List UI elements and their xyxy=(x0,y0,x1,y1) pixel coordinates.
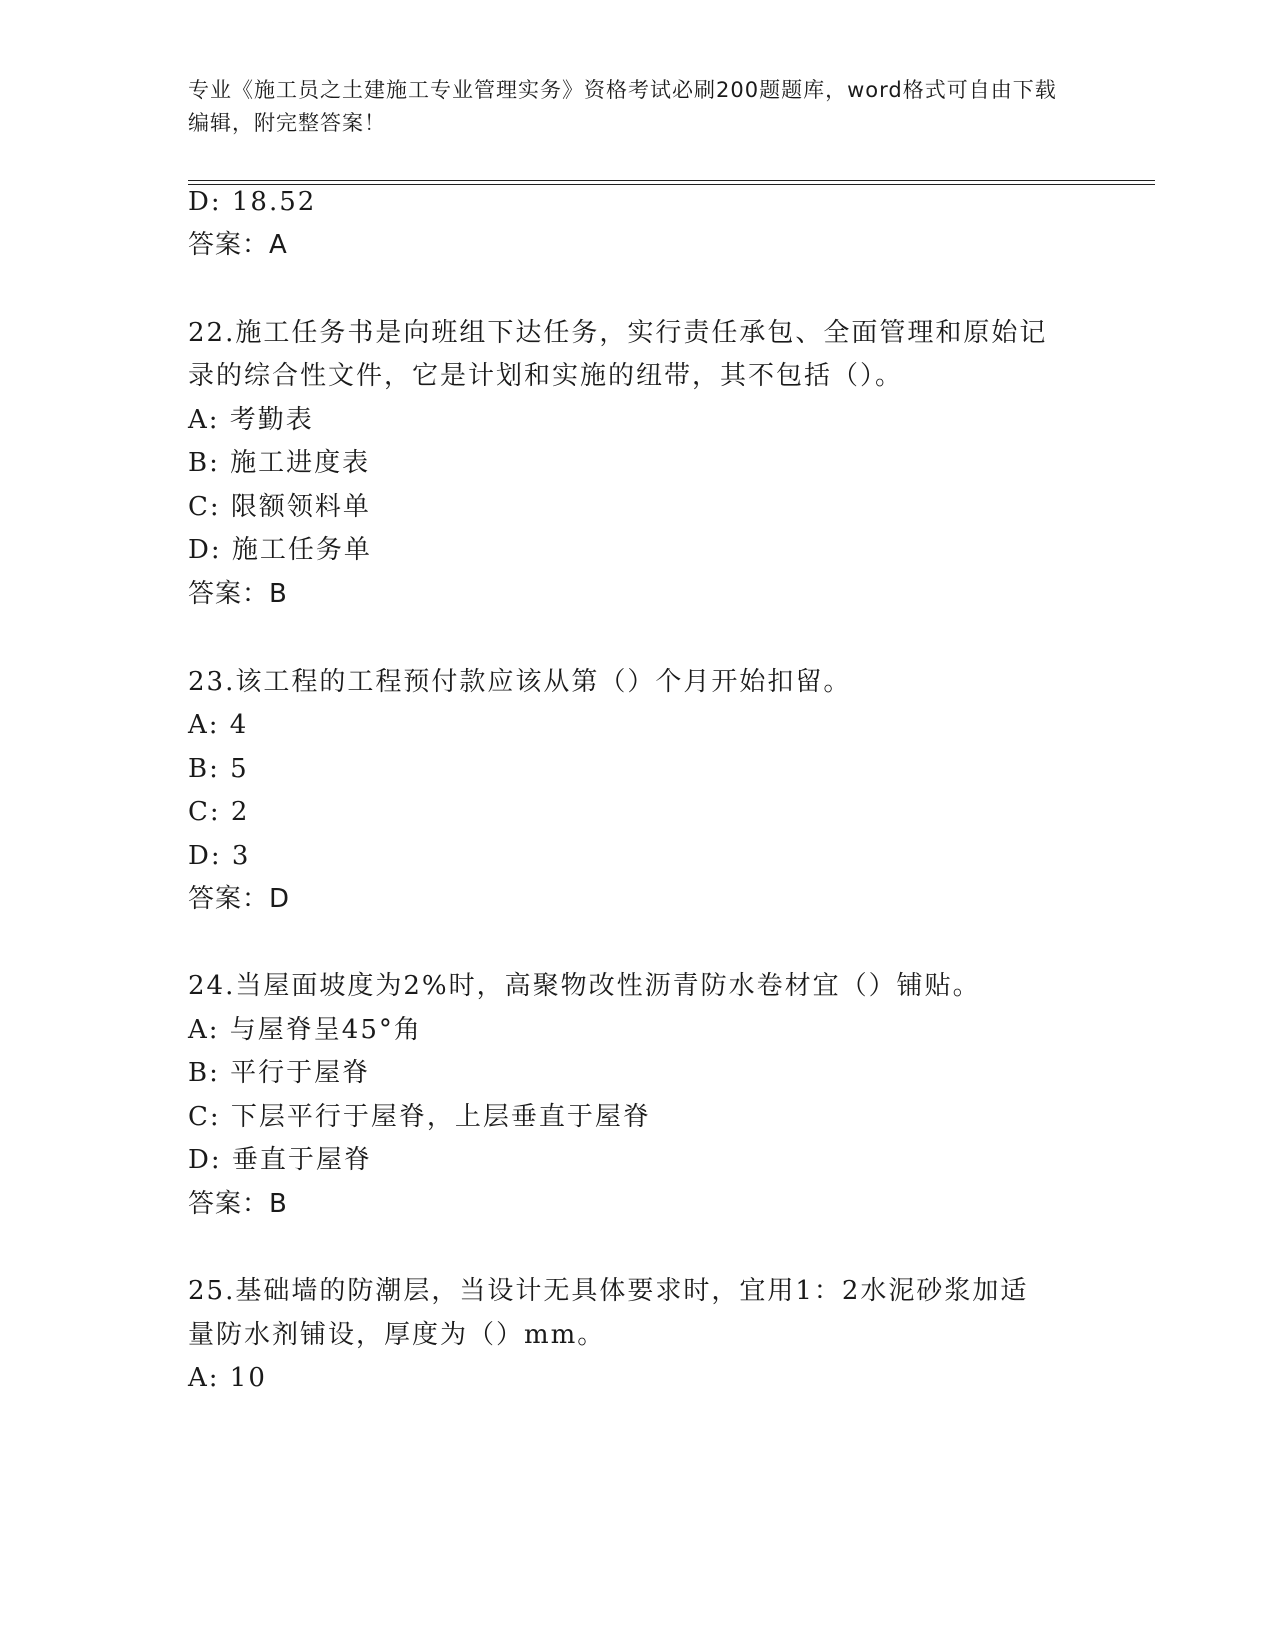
header-divider-top xyxy=(188,180,1155,181)
answer-q24: 答案：B xyxy=(188,1189,288,1219)
document-header: 专业《施工员之土建施工专业管理实务》资格考试必刷200题题库，word格式可自由下载编辑，附完整答案！ xyxy=(188,78,1057,135)
option-d-q22: D: 施工任务单 xyxy=(188,535,372,565)
option-d-q21: D: 18.52 xyxy=(188,187,317,217)
answer-q21: 答案：A xyxy=(188,230,288,260)
question-25-line-1: 25.基础墙的防潮层，当设计无具体要求时，宜用1：2水泥砂浆加适 xyxy=(188,1276,1029,1306)
option-a-q24: A: 与屋脊呈45°角 xyxy=(188,1015,422,1045)
question-25-line-2: 量防水剂铺设，厚度为（）mm。 xyxy=(188,1320,606,1350)
header-divider-bottom xyxy=(188,184,1155,185)
option-a-q25: A: 10 xyxy=(188,1363,267,1393)
answer-q23: 答案：D xyxy=(188,884,291,914)
option-b-q24: B: 平行于屋脊 xyxy=(188,1058,371,1088)
question-23: 23.该工程的工程预付款应该从第（）个月开始扣留。 xyxy=(188,667,852,697)
question-24: 24.当屋面坡度为2%时，高聚物改性沥青防水卷材宜（）铺贴。 xyxy=(188,971,981,1001)
question-22-line-2: 录的综合性文件，它是计划和实施的纽带，其不包括（）。 xyxy=(188,361,904,391)
option-c-q22: C: 限额领料单 xyxy=(188,492,371,522)
option-b-q23: B: 5 xyxy=(188,754,249,784)
option-c-q23: C: 2 xyxy=(188,797,250,827)
option-c-q24: C: 下层平行于屋脊，上层垂直于屋脊 xyxy=(188,1102,651,1132)
answer-q22: 答案：B xyxy=(188,579,288,609)
option-d-q24: D: 垂直于屋脊 xyxy=(188,1145,372,1175)
option-a-q22: A: 考勤表 xyxy=(188,405,314,435)
question-22-line-1: 22.施工任务书是向班组下达任务，实行责任承包、全面管理和原始记 xyxy=(188,318,1048,348)
option-b-q22: B: 施工进度表 xyxy=(188,448,371,478)
option-d-q23: D: 3 xyxy=(188,841,251,871)
option-a-q23: A: 4 xyxy=(188,710,249,740)
